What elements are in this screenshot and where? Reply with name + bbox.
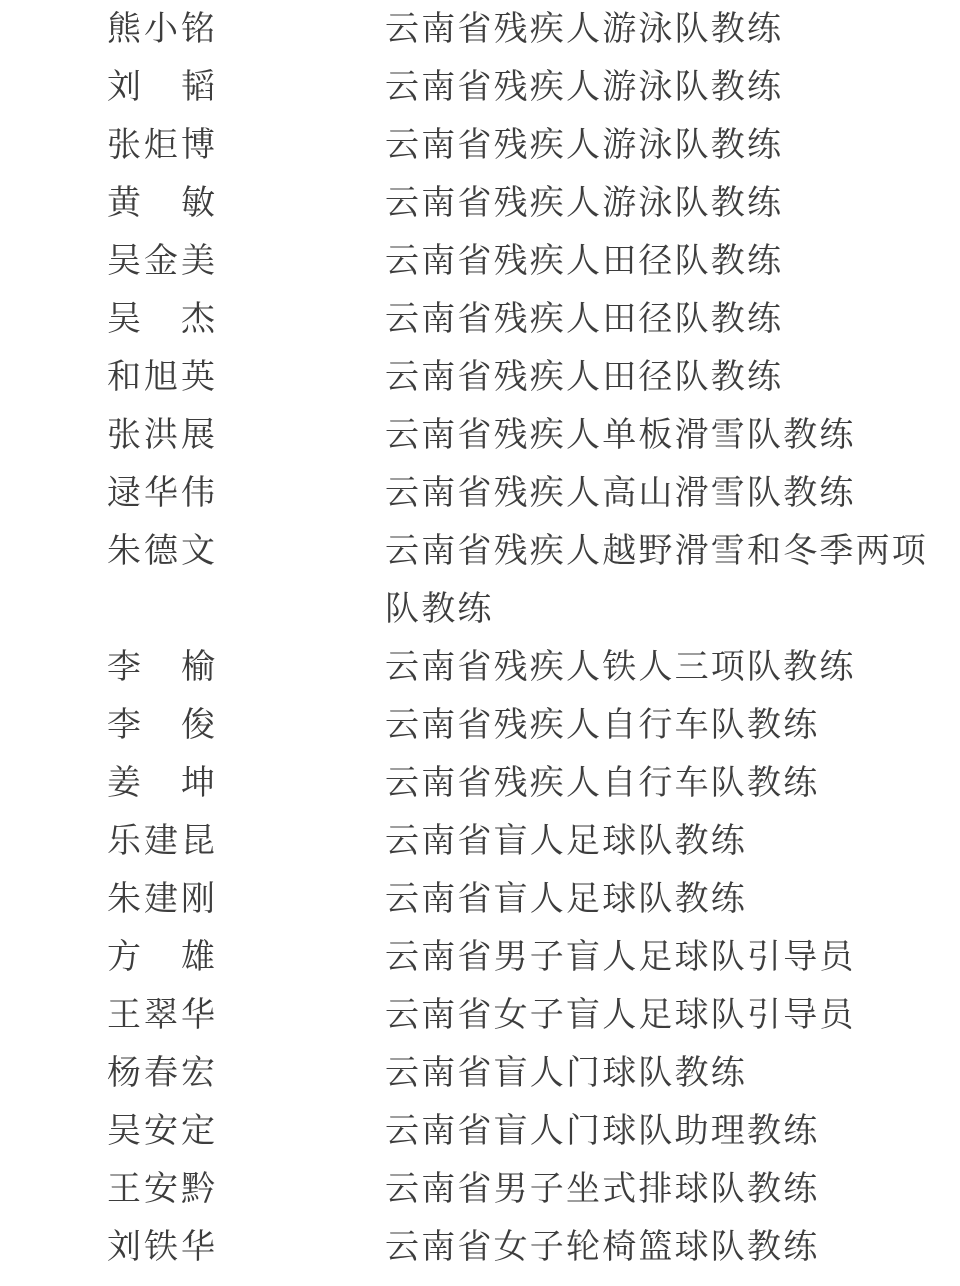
list-item [0,1219,960,1277]
person-role: 云南省盲人门球队助理教练 [385,1113,820,1150]
person-name: 刘铁华 [107,1229,215,1266]
person-name: 李俊 [107,707,215,744]
person-role: 云南省女子盲人足球队引导员 [385,997,856,1034]
person-role: 云南省女子轮椅篮球队教练 [385,1229,820,1266]
person-name: 杨春宏 [107,1055,215,1092]
person-role: 云南省残疾人自行车队教练 [385,707,820,744]
list-item [0,1161,960,1219]
person-name: 方雄 [107,939,215,976]
person-role: 云南省残疾人单板滑雪队教练 [385,417,856,454]
person-role: 云南省残疾人游泳队教练 [385,185,784,222]
person-role: 云南省残疾人田径队教练 [385,301,784,338]
person-name: 吴金美 [107,243,215,280]
list-item [0,59,960,117]
roster-list [0,1,960,1277]
person-name: 吴杰 [107,301,215,338]
list-item [0,407,960,465]
person-role: 云南省男子盲人足球队引导员 [385,939,856,976]
person-name: 和旭英 [107,359,215,396]
person-role: 云南省残疾人越野滑雪和冬季两项队教练 [385,533,928,628]
person-role: 云南省残疾人游泳队教练 [385,69,784,106]
person-name: 乐建昆 [107,823,215,860]
list-item [0,755,960,813]
list-item [0,1,960,59]
list-item [0,465,960,523]
person-role: 云南省残疾人游泳队教练 [385,127,784,164]
person-role: 云南省盲人门球队教练 [385,1055,747,1092]
list-item [0,697,960,755]
person-role: 云南省残疾人自行车队教练 [385,765,820,802]
list-item [0,639,960,697]
person-name: 王翠华 [107,997,215,1034]
person-name: 逯华伟 [107,475,215,512]
person-role: 云南省残疾人游泳队教练 [385,11,784,48]
person-role: 云南省残疾人田径队教练 [385,359,784,396]
person-name: 姜坤 [107,765,215,802]
list-item [0,291,960,349]
list-item [0,813,960,871]
person-name: 王安黔 [107,1171,215,1208]
list-item [0,1045,960,1103]
person-role: 云南省盲人足球队教练 [385,881,747,918]
list-item [0,175,960,233]
list-item [0,349,960,407]
person-role: 云南省残疾人高山滑雪队教练 [385,475,856,512]
person-role: 云南省残疾人铁人三项队教练 [385,649,856,686]
list-item [0,523,960,639]
list-item [0,929,960,987]
person-name: 张洪展 [107,417,215,454]
person-name: 李榆 [107,649,215,686]
person-name: 吴安定 [107,1113,215,1150]
list-item [0,987,960,1045]
person-name: 熊小铭 [107,11,215,48]
person-role: 云南省男子坐式排球队教练 [385,1171,820,1208]
list-item [0,1103,960,1161]
person-role: 云南省残疾人田径队教练 [385,243,784,280]
person-name: 黄敏 [107,185,215,222]
person-name: 朱德文 [107,533,215,570]
person-name: 朱建刚 [107,881,215,918]
list-item [0,117,960,175]
person-role: 云南省盲人足球队教练 [385,823,747,860]
person-name: 刘韬 [107,69,215,106]
person-name: 张炬博 [107,127,215,164]
list-item [0,233,960,291]
list-item [0,871,960,929]
